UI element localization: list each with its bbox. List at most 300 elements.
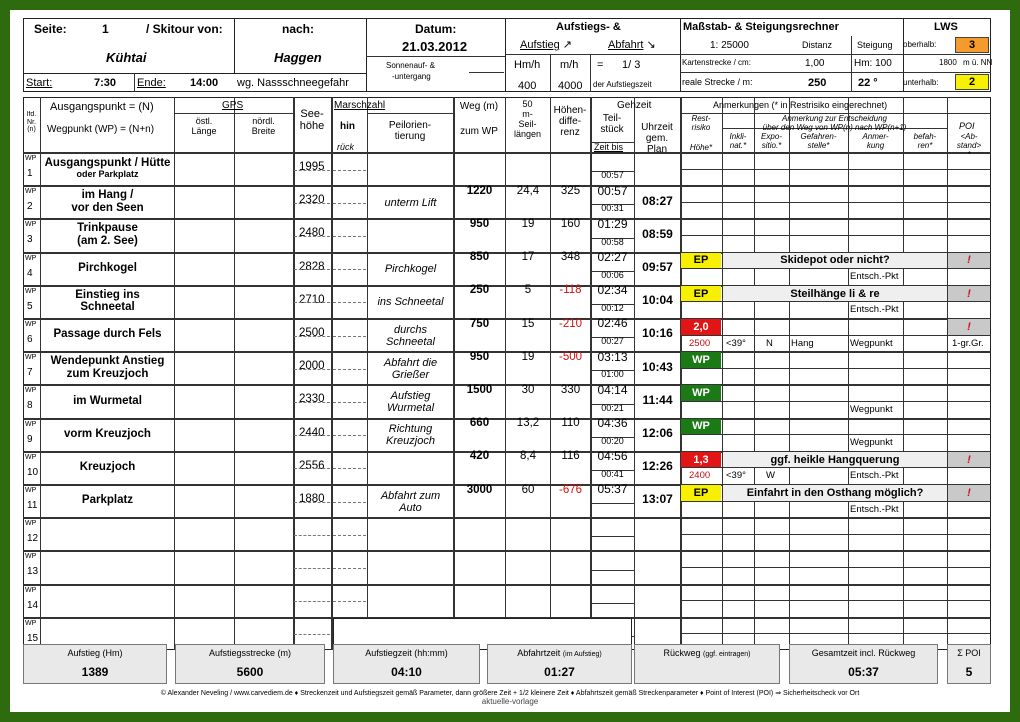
waypoint-tag: WP: [25, 586, 37, 594]
poi-value: 1-gr.Gr.: [952, 337, 984, 349]
elevation-guide: [294, 435, 330, 436]
end-time[interactable]: 14:00: [190, 77, 219, 89]
tour-planning-sheet: [10, 10, 1010, 712]
col-sub-line: stelle*: [807, 141, 830, 151]
height-diff-value: -210: [558, 317, 583, 330]
elevation-guide: [294, 601, 330, 602]
col-longitude-line: Länge: [191, 125, 217, 136]
rope-value: 19: [521, 350, 535, 363]
time-sub-divider: [590, 603, 634, 604]
map-distance-value[interactable]: 1,00: [805, 58, 825, 69]
waypoint-tag: WP: [25, 387, 37, 395]
col-rope-lengths-line: Seil-: [518, 118, 537, 129]
remarks-sub-divider: [680, 368, 991, 369]
segment-duration: 00:27: [601, 336, 624, 347]
residual-risk-badge[interactable]: EP: [681, 253, 721, 269]
waypoint-tag: WP: [25, 221, 37, 229]
remark-waypoint: Wegpunkt: [850, 404, 893, 415]
mh-label: m/h: [560, 59, 579, 71]
total-time-label-text: Gesamtzeit incl. Rückweg: [811, 648, 916, 658]
col-rope-lengths-line: längen: [513, 128, 542, 139]
remarks-sub-divider: [680, 501, 991, 502]
waypoint-name-line: Schneetal: [80, 301, 135, 314]
row-number: 14: [27, 599, 39, 611]
march-guide: [333, 369, 366, 370]
elevation-guide: [294, 269, 330, 270]
remarks-sub-divider: [680, 268, 991, 269]
remarks-sub-divider: [680, 633, 991, 634]
col-sub-6: [947, 132, 991, 160]
bearing-value[interactable]: [368, 321, 453, 351]
height-diff-value: 330: [560, 384, 581, 397]
row-number: 11: [27, 500, 38, 511]
ascent-distance-value: 5600: [236, 665, 264, 679]
total-time-value: 05:37: [848, 665, 879, 679]
return-time-label: [634, 649, 780, 658]
bearing-line: ins Schneetal: [377, 296, 444, 309]
col-elevation: [293, 108, 331, 132]
distance-value[interactable]: 3000: [466, 483, 493, 496]
col-sub-line: <Ab-: [960, 132, 978, 141]
col-sub-line: *: [967, 150, 971, 160]
start-time[interactable]: 7:30: [94, 77, 117, 89]
segment-duration: 01:00: [601, 369, 624, 380]
to-location[interactable]: Haggen: [274, 50, 322, 65]
hm-value[interactable]: Hm: 100: [854, 58, 892, 69]
elevation-value[interactable]: 2828: [299, 260, 325, 273]
rope-value: 17: [521, 251, 535, 264]
segment-duration: 00:57: [601, 170, 624, 181]
remarks-divider: [680, 113, 991, 114]
elevation-guide: [294, 468, 330, 469]
poi-warning-icon: !: [948, 485, 990, 501]
residual-risk-badge[interactable]: 2,0: [681, 319, 721, 335]
remarks-sub-divider: [680, 235, 991, 236]
sunrise-label-1: Sonnenauf- &: [386, 61, 435, 70]
height-diff-value: 110: [561, 417, 580, 430]
waypoint-name-line: zum Kreuzjoch: [66, 367, 149, 380]
waypoint-name[interactable]: [41, 153, 174, 184]
waypoint-tag: WP: [25, 619, 37, 627]
elevation-value[interactable]: 1995: [299, 161, 325, 173]
descent-time-value: 01:27: [544, 665, 575, 679]
waypoint-name[interactable]: [41, 419, 174, 450]
remark-waypoint: Wegpunkt: [850, 437, 893, 449]
bearing-line: Grießer: [391, 368, 430, 381]
elevation-guide: [294, 336, 330, 337]
height-diff-value: 325: [560, 184, 581, 197]
col-clock-line: Plan: [646, 144, 667, 155]
col-elevation-line: höhe: [299, 120, 325, 133]
waypoint-name-line: Wendepunkt Anstieg: [50, 355, 165, 368]
distance-value[interactable]: 950: [469, 350, 490, 363]
distance-value[interactable]: 850: [469, 251, 490, 264]
elevation-guide: [294, 535, 330, 536]
waypoint-name[interactable]: [41, 352, 174, 383]
rope-value: 24,4: [516, 184, 540, 197]
elevation-value[interactable]: 2320: [299, 194, 325, 207]
waypoint-tag: WP: [25, 321, 37, 328]
distance-value[interactable]: 750: [469, 317, 490, 330]
distance-label: Distanz: [802, 40, 833, 50]
march-guide: [333, 236, 366, 237]
bearing-value[interactable]: [368, 420, 453, 450]
ascent-distance-label: [175, 649, 325, 658]
real-distance-value: 250: [808, 77, 827, 89]
march-guide: [333, 502, 366, 503]
return-time-label-text: Rückweg: [663, 648, 701, 658]
march-guide: [333, 203, 366, 204]
height-diff-value: 116: [561, 450, 580, 463]
elevation-unit: m ü. NN: [963, 58, 993, 67]
ascent-hm-label: [23, 649, 167, 658]
poi-warning-icon: !: [948, 452, 990, 468]
planned-clock-time: 08:27: [642, 193, 673, 208]
return-time-hint: (ggf. eintragen): [703, 651, 751, 658]
march-guide: [333, 535, 366, 536]
from-location[interactable]: Kühtai: [106, 50, 147, 65]
waypoint-name-line: Parkplatz: [81, 494, 134, 507]
ascent-time-label-text: Aufstiegzeit (hh:mm): [365, 648, 448, 658]
waypoint-tag: WP: [25, 188, 37, 196]
row-number: 15: [27, 632, 39, 644]
waypoint-name-line: Ausgangspunkt / Hütte: [44, 157, 171, 170]
remarks-sub-divider: [680, 600, 991, 601]
waypoint-name-line: Pirchkogel: [78, 261, 137, 274]
poi-warning-icon: !: [948, 286, 990, 302]
elevation-value[interactable]: 2000: [299, 360, 325, 373]
end-label: Ende:: [137, 77, 166, 89]
decision-note[interactable]: Skidepot oder nicht?: [723, 253, 947, 269]
cumulative-time: 05:37: [597, 483, 628, 497]
real-distance-label: reale Strecke / m:: [682, 77, 753, 87]
residual-risk-badge[interactable]: EP: [681, 286, 721, 302]
height-diff-value: 348: [560, 251, 581, 264]
col-elevation-line: See-: [300, 108, 324, 120]
ascent-distance-label-text: Aufstiegsstrecke (m): [208, 648, 292, 658]
col-sub-1: [722, 132, 754, 150]
bearing-line: unterm Lift: [384, 196, 437, 209]
march-guide: [333, 302, 366, 303]
decision-point: Entsch.-Pkt: [850, 470, 899, 482]
hmh-label: Hm/h: [514, 59, 541, 71]
decision-point: Entsch.-Pkt: [850, 304, 899, 316]
col-rope-lengths: [505, 100, 550, 140]
col-sub-3: [789, 132, 848, 150]
distance-value[interactable]: 1500: [466, 384, 493, 397]
decision-note[interactable]: Einfahrt in den Osthang möglich?: [723, 485, 947, 501]
distance-value[interactable]: 660: [469, 417, 490, 430]
elevation-guide: [294, 402, 330, 403]
cumulative-time: 02:34: [597, 283, 628, 298]
descent-time-label-text: Abfahrtzeit: [517, 648, 561, 658]
column-divider: [550, 97, 551, 650]
col-sub-line: Inkli-: [729, 132, 747, 141]
col-segment-line: Teil-: [602, 113, 622, 124]
bearing-value[interactable]: [368, 354, 453, 384]
poi-warning-icon: !: [948, 319, 990, 335]
residual-risk-badge[interactable]: WP: [681, 419, 721, 435]
row-number: 7: [27, 367, 33, 379]
elevation-guide: [294, 170, 330, 171]
col-distance-line: zum WP: [460, 126, 498, 137]
bearing-value[interactable]: [368, 487, 453, 517]
waypoint-name-line: Einstieg ins: [75, 288, 140, 301]
from-label: / Skitour von:: [146, 22, 223, 36]
map-distance-label: Kartenstrecke / cm:: [682, 58, 751, 67]
col-start-point: Ausgangspunkt = (N): [50, 101, 154, 113]
col-residual-risk: [680, 115, 722, 133]
rope-value: 19: [521, 218, 535, 231]
elevation-guide: [294, 568, 330, 569]
rope-value: 8,4: [520, 450, 536, 463]
col-sub-line: sitio.*: [761, 141, 782, 151]
risk-elevation: 2400: [689, 470, 711, 482]
bearing-line: Schneetal: [386, 335, 435, 348]
march-divider: [367, 113, 453, 114]
waypoint-name[interactable]: [41, 186, 174, 217]
decision-note[interactable]: Steilhänge li & re: [723, 286, 947, 302]
inclination: <39°: [726, 337, 746, 349]
scale-value[interactable]: 1: 25000: [710, 40, 749, 51]
col-height-diff-line: Höhen-: [553, 105, 587, 116]
col-bearing-line: tierung: [394, 131, 426, 142]
march-guide: [333, 568, 366, 569]
planned-clock-time: 09:57: [642, 260, 673, 274]
ratio-eq: =: [597, 59, 604, 71]
waypoint-name-line: oder Parkplatz: [76, 168, 139, 179]
waypoint-name-line: Kreuzjoch: [79, 461, 136, 474]
bearing-line: Abfahrt die: [383, 356, 438, 369]
decision-note[interactable]: ggf. heikle Hangquerung: [723, 452, 947, 468]
remarks-sub-divider: [680, 467, 991, 468]
planned-clock-time: 12:06: [642, 426, 673, 440]
ascent-time-value: 04:10: [391, 665, 422, 679]
row-number: 2: [27, 201, 33, 213]
remark-waypoint: Wegpunkt: [850, 337, 893, 349]
waypoint-name-line: (am 2. See): [77, 234, 138, 247]
col-clock: [634, 122, 680, 155]
bearing-line: Aufstieg: [390, 389, 431, 402]
poi-sum-label-text: Σ POI: [957, 648, 981, 658]
waypoint-name-line: vorm Kreuzjoch: [64, 427, 151, 440]
elevation-value[interactable]: 2480: [299, 227, 325, 240]
waypoint-name[interactable]: [41, 253, 174, 284]
rope-value: 60: [521, 483, 535, 496]
waypoint-name[interactable]: [41, 485, 174, 516]
col-gps: GPS: [222, 100, 244, 111]
ascent-label: Aufstieg ↗: [520, 39, 573, 51]
distance-value[interactable]: 1220: [466, 184, 493, 197]
col-nr-line: (n): [27, 126, 36, 134]
waypoint-name[interactable]: [41, 219, 174, 250]
remarks-sub-divider: [680, 202, 991, 203]
distance-value[interactable]: 250: [469, 284, 490, 297]
rope-value: 30: [521, 384, 535, 397]
date-label: Datum:: [415, 22, 457, 36]
residual-risk-badge[interactable]: WP: [681, 385, 721, 401]
elevation-value[interactable]: 2330: [299, 393, 325, 406]
bearing-line: Abfahrt zum: [380, 489, 441, 502]
col-height-diff-line: renz: [560, 127, 580, 138]
march-guide: [333, 269, 366, 270]
remarks-sub-divider: [680, 534, 991, 535]
ascent-hm-label-text: Aufstieg (Hm): [67, 648, 123, 658]
col-sub-line: stand>: [956, 141, 982, 151]
row-number: 5: [27, 300, 33, 312]
col-sub-line: ren*: [917, 141, 933, 151]
waypoint-name[interactable]: [41, 385, 174, 416]
poi-sum-label: [947, 649, 991, 658]
col-longitude: [174, 117, 234, 137]
remarks-sub-divider: [680, 301, 991, 302]
lws-title: LWS: [934, 21, 958, 33]
bearing-line: Richtung: [388, 423, 433, 436]
col-waypoint: Wegpunkt (WP) = (N+n): [47, 124, 155, 135]
col-march-out: hin: [340, 121, 355, 132]
elevation-value[interactable]: 2556: [299, 459, 325, 472]
elevation-value[interactable]: 2500: [299, 327, 325, 339]
col-residual-risk-line: risiko: [691, 122, 711, 132]
poi-sum-value: 5: [965, 665, 973, 679]
waypoint-name-line: Passage durch Fels: [53, 328, 162, 341]
row-number: 13: [27, 566, 39, 578]
remarks-sub-divider: [680, 567, 991, 568]
row-number: 6: [27, 334, 33, 345]
residual-risk-badge[interactable]: EP: [681, 485, 721, 501]
bearing-value[interactable]: [368, 387, 453, 417]
elevation-value[interactable]: 2710: [299, 293, 325, 306]
slope-value: 22 °: [858, 77, 878, 89]
elevation-value[interactable]: 2440: [299, 426, 325, 439]
waypoint-tag: WP: [25, 354, 37, 362]
date-value[interactable]: 21.03.2012: [402, 39, 468, 54]
march-guide: [333, 468, 366, 469]
col-latitude-line: nördl.: [252, 117, 275, 126]
decision-point: Entsch.-Pkt: [850, 271, 899, 283]
waypoint-name[interactable]: [41, 319, 174, 350]
col-sub-line: Anmer-: [862, 132, 889, 141]
row-divider: [23, 584, 991, 586]
hmh-value[interactable]: 400: [518, 80, 537, 92]
cumulative-time: 03:13: [597, 350, 628, 364]
risk-elevation: 2500: [689, 337, 711, 349]
ascent-time-label: [333, 649, 480, 658]
gps-divider: [174, 113, 293, 114]
col-rope-lengths-line: 50: [522, 100, 533, 109]
descent-time-hint: (im Aufstieg): [562, 651, 602, 658]
danger-note[interactable]: wg. Nassschneegefahr: [237, 77, 349, 89]
col-latitude: [234, 117, 293, 137]
distance-value[interactable]: 420: [469, 450, 490, 463]
below-label: unterhalb:: [903, 78, 939, 87]
bearing-value[interactable]: [368, 188, 453, 218]
height-diff-value: -500: [558, 350, 583, 363]
elevation-guide: [294, 203, 330, 204]
bearing-value[interactable]: [368, 287, 453, 317]
total-time-label: [789, 649, 938, 658]
elevation-guide: [294, 302, 330, 303]
cumulative-time: 00:57: [597, 184, 628, 198]
col-decision-note: [722, 115, 947, 133]
waypoint-name[interactable]: [41, 286, 174, 317]
ratio-value[interactable]: 1/ 3: [622, 59, 641, 71]
above-value[interactable]: 3: [955, 37, 989, 53]
page-label: Seite:: [34, 22, 67, 36]
time-sub-divider: [590, 570, 634, 571]
col-longitude-line: östl.: [195, 117, 213, 126]
elevation-threshold: 1800: [939, 58, 957, 67]
descent-label: Abfahrt ↘: [608, 39, 656, 51]
col-height-diff-line: diffe-: [558, 116, 582, 127]
bearing-line: durchs: [393, 323, 428, 336]
col-decision-note-line: über den Weg von WP(n) nach WP(n+1): [762, 122, 907, 132]
waypoint-name[interactable]: [41, 452, 174, 483]
row-number: 1: [27, 168, 33, 179]
col-nr: [23, 111, 40, 134]
col-height-diff: [550, 105, 590, 138]
bearing-line: Pirchkogel: [384, 263, 437, 276]
planned-clock-time: 11:44: [642, 392, 673, 407]
ascent-time-note: der Aufstiegszeit: [593, 80, 652, 89]
above-label: oberhalb:: [903, 40, 937, 49]
decision-point: Entsch.-Pkt: [850, 503, 899, 515]
col-walk-time: Gehzeit: [617, 100, 652, 111]
residual-risk-badge[interactable]: WP: [681, 352, 721, 368]
start-label: Start:: [26, 77, 53, 89]
elevation-value[interactable]: 1880: [299, 493, 325, 505]
elevation-guide: [294, 634, 330, 635]
col-distance: [453, 101, 505, 137]
cumulative-time: 02:46: [597, 317, 628, 331]
scale-calculator-title: Maßstab- & Steigungsrechner: [683, 21, 839, 33]
col-poi: POI: [959, 121, 975, 131]
march-guide: [333, 336, 366, 337]
planned-clock-time: 12:26: [642, 459, 673, 474]
below-value[interactable]: 2: [955, 74, 989, 90]
height-diff-value: -676: [558, 483, 583, 496]
bearing-line: Wurmetal: [386, 402, 435, 414]
waypoint-name-line: vor den Seen: [71, 201, 144, 214]
col-residual-risk-line: Rest-: [691, 115, 711, 123]
segment-duration: 00:31: [601, 203, 624, 214]
page-number[interactable]: 1: [102, 22, 109, 36]
time-sub-divider: [590, 503, 634, 504]
planned-clock-time: 13:07: [642, 492, 673, 507]
rope-value: 5: [524, 284, 532, 297]
remarks-sub-divider: [680, 401, 991, 402]
footer-note: © Alexander Neveling / www.carvediem.de ♦ Streckenzeit und Aufstiegszeit gemäß Parameter, dann größere Zeit + 1/2 kleinere Zeit ♦ Abfahrtszeit gemäß Streckenparameter ♦ Point of Interest (POI) ⇒ Sicherheitscheck vor Ort: [160, 690, 860, 697]
col-rope-lengths-line: m-: [522, 108, 533, 119]
ascent-params-label: Aufstiegs- &: [556, 21, 621, 33]
col-sub-2: [754, 132, 789, 150]
bearing-value[interactable]: [368, 254, 453, 284]
march-guide: [333, 170, 366, 171]
col-march-back: rück: [337, 142, 355, 152]
waypoint-tag: WP: [25, 155, 37, 162]
col-segment: [590, 113, 634, 135]
waypoint-tag: WP: [25, 520, 37, 528]
mh-value[interactable]: 4000: [558, 80, 583, 92]
segment-duration: 00:06: [601, 269, 624, 280]
slope-label: Steigung: [857, 40, 893, 50]
column-divider: [453, 97, 455, 650]
remarks-sub-divider: [680, 169, 991, 170]
col-distance-line: Weg (m): [459, 101, 499, 112]
residual-risk-badge[interactable]: 1,3: [681, 452, 721, 468]
distance-value[interactable]: 950: [469, 218, 490, 231]
row-number: 12: [27, 533, 39, 545]
